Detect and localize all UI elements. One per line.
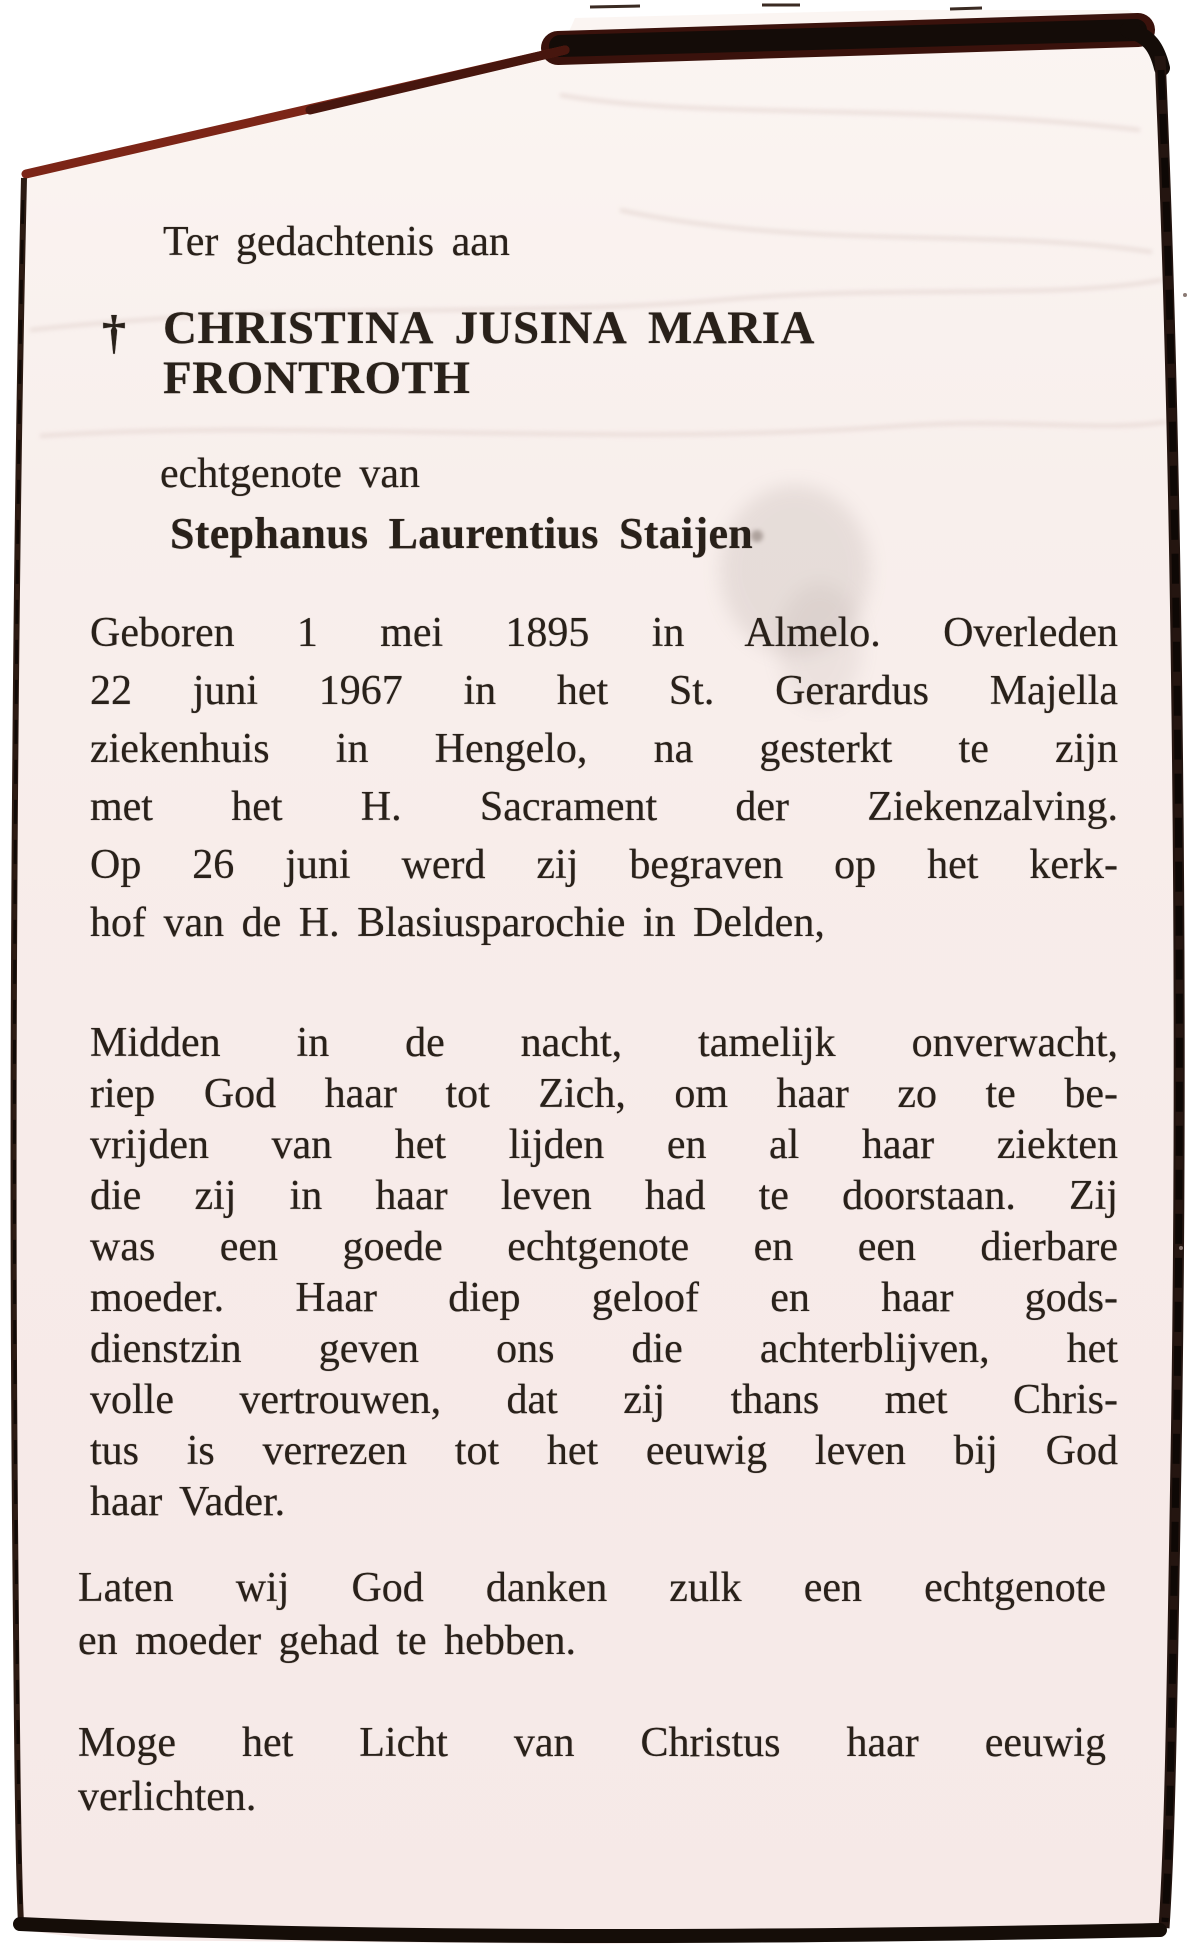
text-line: riep God haar tot Zich, om haar zo te be- (90, 1071, 1118, 1117)
memorial-intro: Ter gedachtenis aan (163, 219, 510, 265)
text-line: Geboren 1 mei 1895 in Almelo. Overleden (90, 610, 1118, 656)
text-line: Laten wij God danken zulk een echtgenote (78, 1565, 1106, 1611)
text-line: Moge het Licht van Christus haar eeuwig (78, 1720, 1106, 1766)
text-line: met het H. Sacrament der Ziekenzalving. (90, 784, 1118, 830)
cross-icon: † (102, 306, 126, 359)
text-line: vrijden van het lijden en al haar ziekten (90, 1122, 1118, 1168)
text-line: was een goede echtgenote en een dierbare (90, 1224, 1118, 1270)
text-line: en moeder gehad te hebben. (78, 1618, 576, 1664)
paragraph-thanksgiving (78, 1562, 1106, 1668)
text-line: Midden in de nacht, tamelijk onverwacht, (90, 1020, 1118, 1066)
deceased-name-line-2: FRONTROTH (163, 352, 471, 404)
deceased-name (163, 303, 815, 403)
paragraph-birth-death (90, 604, 1118, 952)
text-line: ziekenhuis in Hengelo, na gesterkt te zijn (90, 726, 1118, 772)
text-line: volle vertrouwen, dat zij thans met Chris- (90, 1377, 1118, 1423)
spouse-name: Stephanus Laurentius Staijen (170, 509, 754, 558)
text-line: tus is verrezen tot het eeuwig leven bij God (90, 1428, 1118, 1474)
text-line: dienstzin geven ons die achterblijven, het (90, 1326, 1118, 1372)
paragraph-reflection (90, 1018, 1118, 1528)
text-line: Op 26 juni werd zij begraven op het kerk- (90, 842, 1118, 888)
text-line: moeder. Haar diep geloof en haar gods- (90, 1275, 1118, 1321)
text-line: hof van de H. Blasiusparochie in Delden, (90, 900, 825, 946)
paragraph-blessing (78, 1716, 1106, 1824)
text-line: die zij in haar leven had te doorstaan. Zij (90, 1173, 1118, 1219)
relation-label: echtgenote van (160, 451, 421, 497)
text-line: haar Vader. (90, 1479, 286, 1525)
text-line: verlichten. (78, 1774, 257, 1820)
deceased-name-line-1: CHRISTINA JUSINA MARIA (163, 302, 815, 354)
text-line: 22 juni 1967 in het St. Gerardus Majella (90, 668, 1118, 714)
